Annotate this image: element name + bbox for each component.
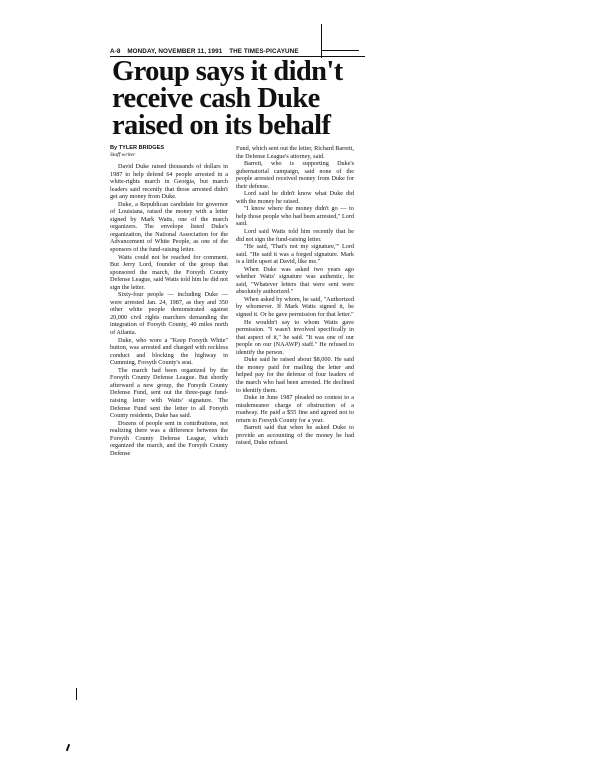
newspaper-clipping: [110, 42, 360, 582]
paragraph: When Duke was asked two years ago whether Watts' signature was authentic, he said, "Whatever letters that were sent were absolutely authorized.": [236, 265, 354, 296]
margin-pen-mark: [66, 744, 70, 751]
paragraph: Barrett, who is supporting Duke's gubernatorial campaign, said none of the people arrested received money from Duke for their defense.: [236, 160, 354, 190]
publication-name: THE TIMES-PICAYUNE: [229, 48, 299, 55]
paragraph: David Duke raised thousands of dollars in 1987 to help defend 64 people arrested in a white-rights march in Georgia, but march leaders said recently that those arrested didn't get any money from Duke.: [110, 163, 228, 201]
paragraph: He wouldn't say to whom Watts gave permission. "I wasn't involved specifically in that aspect of it," he said. "It was one of our people on our (NAAWP) staff." He refused to identify the person.: [236, 318, 354, 356]
byline-role: Staff writer: [110, 152, 136, 158]
byline-author: By TYLER BRIDGES: [110, 145, 165, 151]
article-column-right: [236, 145, 354, 447]
paragraph: "He said, 'That's not my signature,'" Lord said. "He said it was a forged signature. Mark is a little upset at David, like me.": [236, 243, 354, 266]
paragraph: "I know where the money didn't go — to help those people who had been arrested," Lord said.: [236, 205, 354, 228]
paragraph: Watts could not be reached for comment. But Jerry Lord, founder of the group that sponsored the march, the Forsyth County Defense League, said Watts told him he did not sign the letter.: [110, 253, 228, 291]
paragraph: Barrett said that when he asked Duke to provide an accounting of the money he had raised, Duke refused.: [236, 424, 354, 447]
headline: Group says it didn't receive cash Duke raised on its behalf: [112, 56, 343, 141]
paragraph: Sixty-four people — including Duke — were arrested Jan. 24, 1987, as they and 350 other white people demonstrated against 20,000 civil rights marchers demanding the integration of Forsyth County, 40 miles north of Atlanta.: [110, 291, 228, 337]
publication-date: MONDAY, NOVEMBER 11, 1991: [127, 48, 223, 55]
article-column-left: [110, 163, 228, 457]
paragraph: Lord said he didn't know what Duke did with the money he raised.: [236, 190, 354, 205]
paragraph: Lord said Watts told him recently that he did not sign the fund-raising letter.: [236, 228, 354, 243]
margin-pen-mark: [76, 688, 77, 700]
byline: [110, 145, 164, 159]
paragraph: Duke, a Republican candidate for governor of Louisiana, raised the money with a letter signed by Mark Watts, one of the march organizers. The envelope listed Duke's organization, the National Association for the Advancement of White People, as one of the sponsors of the fund-raising letter.: [110, 200, 228, 254]
paragraph: Fund, which sent out the letter, Richard Barrett, the Defense League's attorney, said.: [236, 145, 354, 160]
paragraph: Duke, who wore a "Keep Forsyth White" button, was arrested and charged with reckless conduct and blocking the highway in Cumming, Forsyth County's seat.: [110, 336, 228, 367]
paragraph: The march had been organized by the Forsyth County Defense League. But shortly afterward a new group, the Forsyth County Defense Fund, sent out the three-page fund-raising letter with Watts' signature. The Defense Fund sent the letter to all Forsyth County residents, Duke has said.: [110, 366, 228, 420]
page-number: A-8: [110, 48, 121, 55]
paragraph: Dozens of people sent in contributions, not realizing there was a difference between the Forsyth County Defense League, which organized the march, and the Forsyth County Defense: [110, 419, 228, 457]
paragraph: Duke said he raised about $8,000. He said the money paid for mailing the letter and helped pay for the defense of four leaders of the march who had been arrested. He declined to identify them.: [236, 356, 354, 394]
paragraph: When asked by whom, he said, "Authorized by whomever. If Mark Watts signed it, he signed it. Or he gave permission for that letter.": [236, 295, 354, 319]
paragraph: Duke in June 1987 pleaded no contest to a misdemeanor charge of obstruction of a roadway. He paid a $55 fine and agreed not to return to Forsyth County for a year.: [236, 394, 354, 424]
page-header: [110, 48, 360, 55]
